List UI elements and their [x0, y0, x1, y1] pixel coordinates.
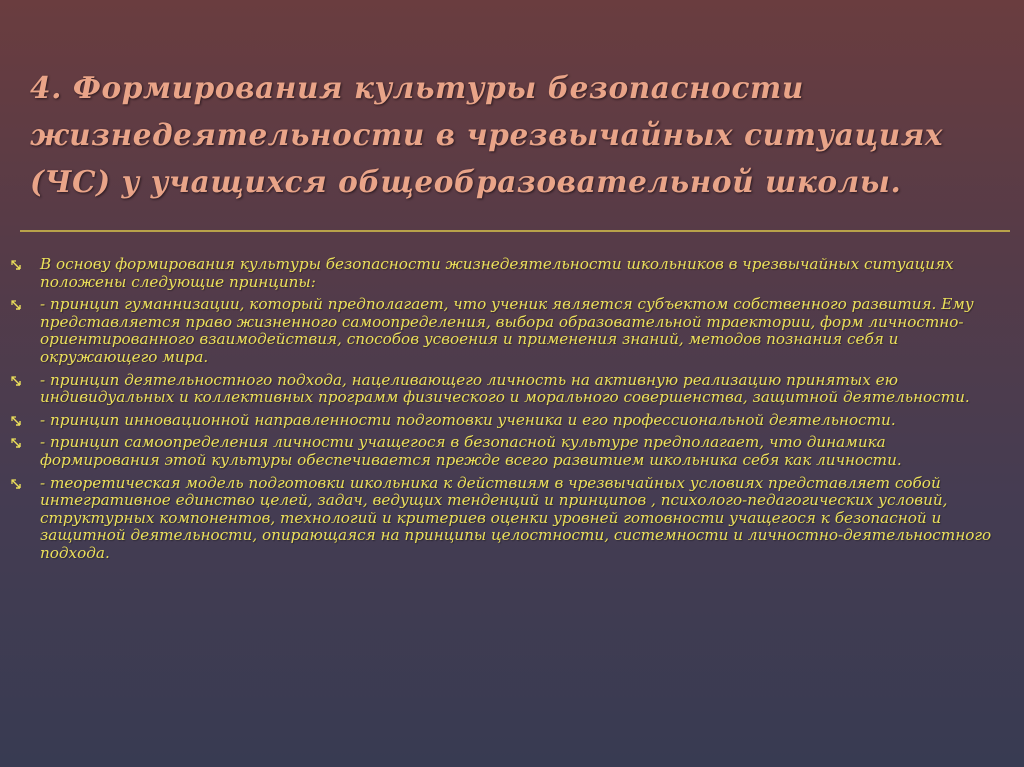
bullet-item: [0, 372, 1024, 407]
bullet-text: В основу формирования культуры безопасности жизнедеятельности школьников в чрезвычайных ситуациях положены следующие принципы:: [40, 255, 954, 291]
title-divider: [20, 230, 1010, 232]
slide-title: 4. Формирования культуры безопасности жизнедеятельности в чрезвычайных ситуациях (ЧС) у учащихся общеобразовательной школы.: [30, 70, 944, 199]
bullet-arrow-icon: [10, 478, 24, 492]
bullet-text: - принцип деятельностного подхода, нацеливающего личность на активную реализацию принятых ею индивидуальных и коллективных программ физического и морального совершенства, защитной деятельности.: [40, 370, 970, 407]
bullet-arrow-icon: [10, 437, 24, 451]
bullet-item: [0, 475, 1024, 563]
bullet-arrow-icon: [10, 375, 24, 389]
bullet-item: [0, 256, 1024, 291]
bullet-list: [0, 256, 1024, 568]
bullet-text: - принцип инновационной направленности подготовки ученика и его профессиональной деятельности.: [40, 410, 896, 429]
bullet-text: - принцип гуманнизации, который предполагает, что ученик является субъектом собственного развития. Ему представляется право жизненного самоопределения, выбора образовательной траектории, форм личностно-ориентированного взаимодействия, способов усвоения и применения знаний, методов познания себя и окружающего мира.: [40, 295, 974, 366]
bullet-arrow-icon: [10, 299, 24, 313]
bullet-arrow-icon: [10, 415, 24, 429]
bullet-item: [0, 434, 1024, 469]
bullet-arrow-icon: [10, 259, 24, 273]
bullet-text: - принцип самоопределения личности учащегося в безопасной культуре предполагает, что динамика формирования этой культуры обеспечивается прежде всего развитием школьника себя как личности.: [40, 433, 902, 469]
bullet-text: - теоретическая модель подготовки школьника к действиям в чрезвычайных условиях представляет собой интегративное единство целей, задач, ведущих тенденций и принципов , психолого-педагогических условий, структурных компонентов, технологий и критериев оценки уровней готовности учащегося к безопасной и защитной деятельности, опирающаяся на принципы целостности, системности и личностно-деятельностного подхода.: [40, 473, 992, 562]
bullet-item: [0, 296, 1024, 366]
bullet-item: [0, 412, 1024, 430]
